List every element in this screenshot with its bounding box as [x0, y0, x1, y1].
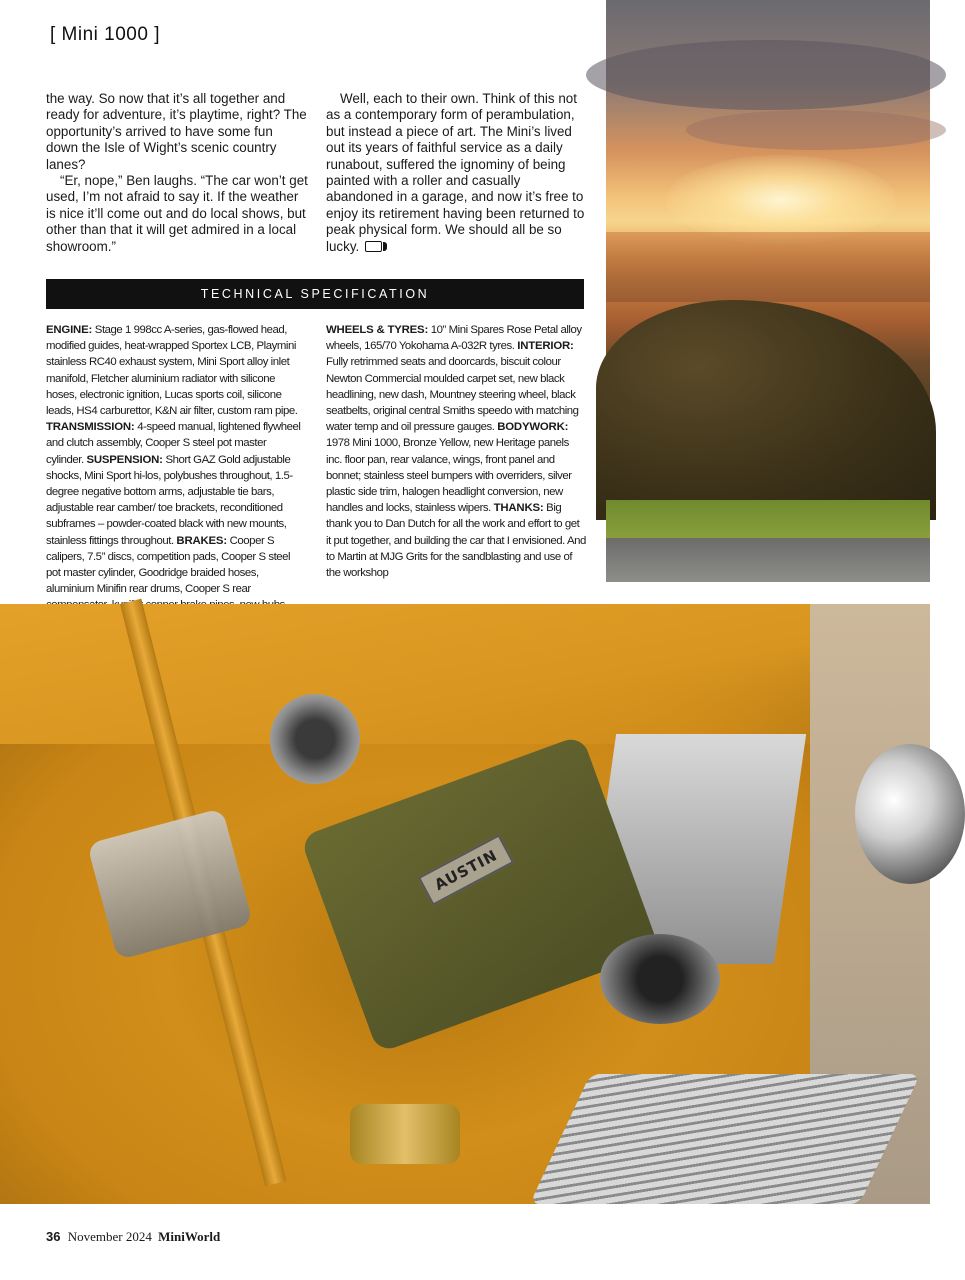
page-footer: [46, 1229, 220, 1245]
end-mark-icon: [365, 241, 387, 252]
spec-label-suspension: SUSPENSION:: [86, 453, 163, 466]
spec-label-interior: INTERIOR:: [517, 340, 574, 353]
spec-text-wheels: 10” Mini Spares Rose Petal alloy wheels, 165/70 Yokohama A-032R tyres.: [326, 324, 582, 353]
spec-text-bodywork: 1978 Mini 1000, Bronze Yellow, new Heritage panels inc. floor pan, rear valance, wings, front panel and bonnet; stainless steel bumpers with overriders, silver plastic side trim, halogen headlight conversion, new handles and locks, stainless wipers.: [326, 437, 572, 515]
headlight-shape: [855, 744, 965, 884]
spec-label-thanks: THANKS:: [493, 502, 544, 515]
spec-label-engine: ENGINE:: [46, 324, 93, 336]
cloud-shape: [686, 110, 946, 150]
magazine-name: MiniWorld: [158, 1229, 221, 1244]
engine-bay-photo: [0, 604, 930, 1204]
article-paragraph: [326, 91, 588, 255]
article-text: Well, each to their own. Think of this not as a contemporary form of perambulation, but instead a piece of art. The Mini’s lived out its years of faithful service as a daily runabout, suffered the ignominy of being painted with a roller and casually abandoned in a garage, and now it’s free to enjoy its retirement having been returned to peak physical form. We should all be so lucky.: [326, 91, 585, 254]
article-paragraph: the way. So now that it’s all together and ready for adventure, it’s playtime, right? The opportunity’s arrived to have some fun down the Isle of Wight’s scenic country lanes?: [46, 91, 307, 172]
spec-text-suspension: Short GAZ Gold adjustable shocks, Mini Sport hi-los, polybushes throughout, 1.5-degree negative bottom arms, adjustable tie bars, adjustable rear camber/ toe brackets, reconditioned subframes – powder-coated black with new mounts, stainless fittings throughout.: [46, 453, 293, 547]
ignition-coil-shape: [350, 1104, 460, 1164]
road-shape: [606, 538, 930, 582]
spec-text-thanks: Big thank you to Dan Dutch for all the work and effort to get it put together, and building the car that I envisioned. And to Martin at MJG Grits for the sandblasting and use of the workshop: [326, 502, 586, 580]
spec-label-bodywork: BODYWORK:: [497, 421, 569, 434]
cloud-shape: [586, 40, 946, 110]
article-column-left: [46, 91, 308, 255]
sunset-photo: [606, 0, 930, 582]
spec-column-right: [326, 322, 586, 584]
spec-text-brakes: Cooper S calipers, 7.5” discs, competition pads, Cooper S steel pot master cylinder, Goodridge braided hoses, aluminium Minifin rear drums, Cooper S rear: [46, 534, 291, 596]
spec-label-wheels: WHEELS & TYRES:: [326, 324, 429, 336]
spec-label-brakes: BRAKES:: [176, 534, 227, 547]
page-number: 36: [46, 1229, 61, 1244]
spec-column-left: [46, 322, 304, 596]
article-paragraph: “Er, nope,” Ben laughs. “The car won’t get used, I’m not afraid to say it. If the weather is nice it’ll come out and do local shows, but other than that it will get admired in a local showroom.”: [46, 173, 308, 254]
grass-shape: [606, 500, 930, 540]
rocker-cover-badge: AUSTIN: [418, 834, 514, 905]
grille-shape: [530, 1074, 921, 1204]
spec-text-engine: Stage 1 998cc A-series, gas-flowed head, modified guides, heat-wrapped Sportex LCB, Playmini stainless RC40 exhaust system, Mini Sport alloy inlet manifold, Fletcher aluminium radiator with silicone hoses, electronic ignition, Lucas sports coil, silicone leads, HS4 carburettor, K&N air filter, custom ram pipe.: [46, 324, 298, 418]
spec-label-transmission: TRANSMISSION:: [46, 421, 135, 434]
trees-shape: [596, 300, 936, 520]
article-column-right: [326, 91, 588, 255]
engine-block-shape: [300, 735, 661, 1054]
spec-text-transmission: 4-speed manual, lightened flywheel and clutch assembly, Cooper S steel pot master cylinder.: [46, 421, 301, 466]
alternator-shape: [600, 934, 720, 1024]
hills-shape: [606, 232, 930, 302]
section-tag: [ Mini 1000 ]: [50, 24, 160, 45]
brake-reservoir-shape: [87, 808, 253, 960]
issue-date: November 2024: [67, 1229, 152, 1244]
air-filter-shape: [270, 694, 360, 784]
spec-text-interior: Fully retrimmed seats and doorcards, biscuit colour Newton Commercial moulded carpet set, new black headlining, new dash, Mountney steering wheel, black seatbelts, original central Smiths speedo with matching water temp and oil pressure gauges.: [326, 356, 579, 434]
spec-heading: TECHNICAL SPECIFICATION: [46, 279, 584, 309]
